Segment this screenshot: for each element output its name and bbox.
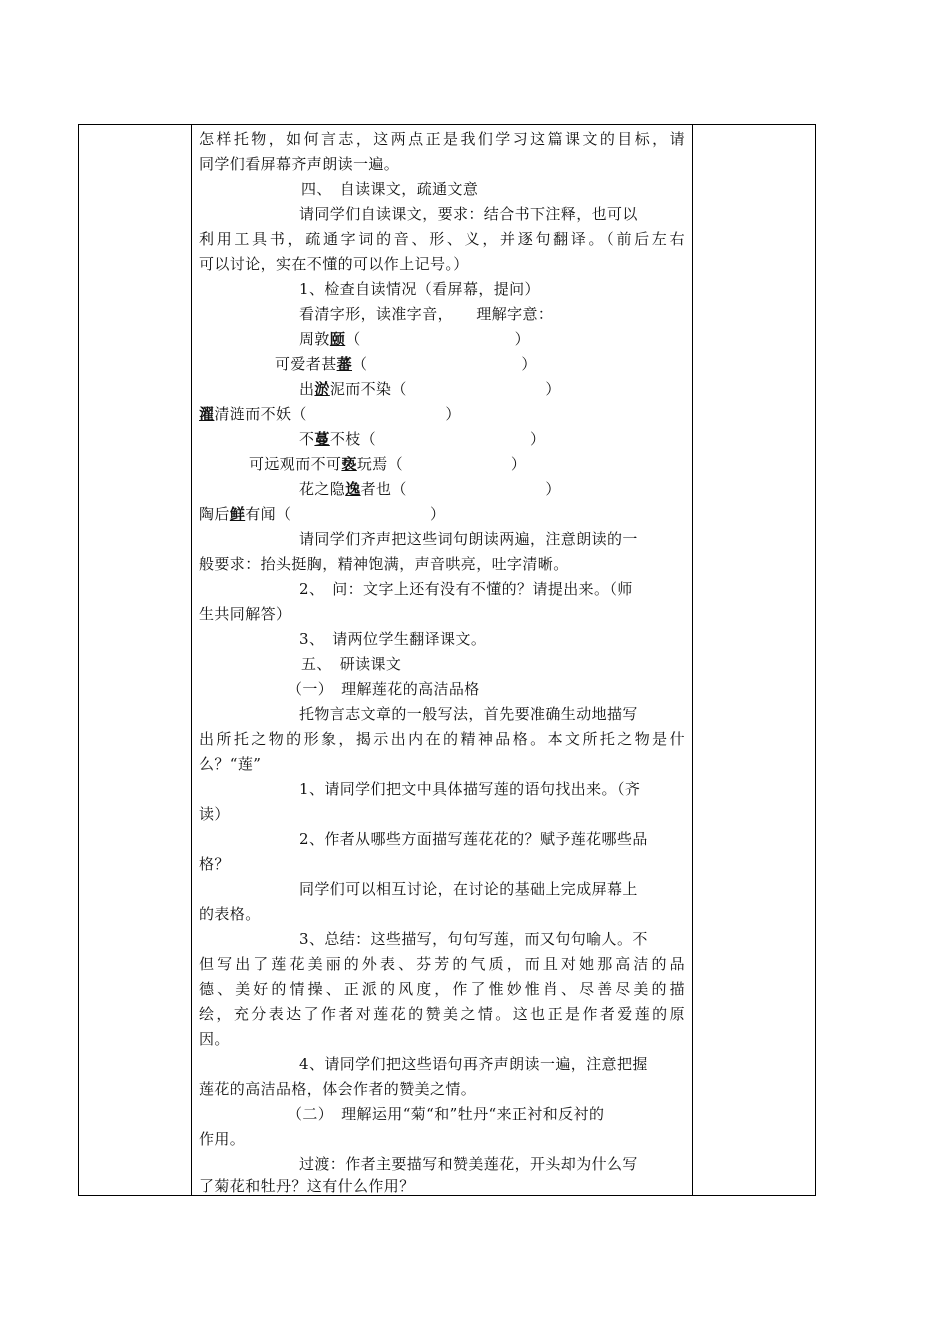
text-line: 格？ bbox=[199, 855, 230, 873]
text-line: 德、美好的情操、正派的风度，作了惟妙惟肖、尽善尽美的描 bbox=[199, 980, 685, 998]
text-line: 2、作者从哪些方面描写莲花花的？赋予莲花哪些品 bbox=[299, 830, 648, 848]
vocab-item: 可爱者甚蕃（ ） bbox=[275, 355, 537, 373]
vocab-key-char: 逸 bbox=[345, 480, 361, 498]
vocab-item: 周敦颐（ ） bbox=[299, 330, 531, 348]
text-line: 了菊花和牡丹？这有什么作用？ bbox=[199, 1177, 415, 1195]
text-line: 读） bbox=[199, 805, 230, 823]
text-line: 的表格。 bbox=[199, 905, 261, 923]
text-line: 2、 问：文字上还有没有不懂的？请提出来。（师 bbox=[299, 580, 633, 598]
text-line: 作用。 bbox=[199, 1130, 246, 1148]
text-line: 3、 请两位学生翻译课文。 bbox=[299, 630, 487, 648]
text-line: 么？“莲” bbox=[199, 755, 262, 773]
text-line: 同学们可以相互讨论，在讨论的基础上完成屏幕上 bbox=[299, 880, 638, 898]
vocab-key-char: 亵 bbox=[341, 455, 357, 473]
vocab-key-char: 蔓 bbox=[314, 430, 330, 448]
vocab-key-char: 濯 bbox=[199, 405, 215, 423]
text-line: 般要求：抬头挺胸，精神饱满，声音哄亮，吐字清晰。 bbox=[199, 555, 569, 573]
text-line: 利用工具书，疏通字词的音、形、义，并逐句翻译。（前后左右 bbox=[199, 230, 685, 248]
vocab-key-char: 鲜 bbox=[229, 505, 246, 523]
column-divider-left bbox=[191, 125, 192, 1195]
text-line: 绘，充分表达了作者对莲花的赞美之情。这也正是作者爱莲的原 bbox=[199, 1005, 685, 1023]
text-line: 怎样托物，如何言志，这两点正是我们学习这篇课文的目标，请 bbox=[199, 130, 685, 148]
text-line: 过渡：作者主要描写和赞美莲花，开头却为什么写 bbox=[299, 1155, 638, 1173]
vocab-key-char: 颐 bbox=[329, 330, 346, 348]
text-line: 同学们看屏幕齐声朗读一遍。 bbox=[199, 155, 400, 173]
text-line: 因。 bbox=[199, 1030, 230, 1048]
vocab-item: 不蔓不枝（ ） bbox=[299, 430, 546, 448]
text-line: 出所托之物的形象，揭示出内在的精神品格。本文所托之物是什 bbox=[199, 730, 685, 748]
text-line: 托物言志文章的一般写法，首先要准确生动地描写 bbox=[299, 705, 638, 723]
vocab-item: 可远观而不可亵玩焉（ ） bbox=[249, 455, 527, 473]
text-line: 但写出了莲花美丽的外表、芬芳的气质，而且对她那高洁的品 bbox=[199, 955, 685, 973]
subsection-heading: （二） 理解运用“菊“和”牡丹“来正衬和反衬的 bbox=[287, 1105, 605, 1123]
vocab-key-char: 蕃 bbox=[336, 355, 353, 373]
vocab-item: 出淤泥而不染（ ） bbox=[299, 380, 561, 398]
text-line: 请同学们齐声把这些词句朗读两遍，注意朗读的一 bbox=[299, 530, 638, 548]
text-line: 生共同解答） bbox=[199, 605, 292, 623]
section-heading: 五、 研读课文 bbox=[301, 655, 402, 673]
text-line: 看清字形，读准字音， 理解字意： bbox=[299, 305, 554, 323]
text-line: 可以讨论，实在不懂的可以作上记号。） bbox=[199, 255, 469, 273]
text-line: 1、检查自读情况（看屏幕，提问） bbox=[299, 280, 540, 298]
text-line: 3、总结：这些描写，句句写莲，而又句句喻人。不 bbox=[299, 930, 648, 948]
lesson-plan-table bbox=[78, 124, 816, 1196]
vocab-item: 濯清涟而不妖（ ） bbox=[199, 405, 461, 423]
subsection-heading: （一） 理解莲花的高洁品格 bbox=[287, 680, 480, 698]
vocab-key-char: 淤 bbox=[314, 380, 330, 398]
text-line: 莲花的高洁品格，体会作者的赞美之情。 bbox=[199, 1080, 477, 1098]
text-line: 请同学们自读课文，要求：结合书下注释，也可以 bbox=[299, 205, 638, 223]
vocab-item: 花之隐逸者也（ ） bbox=[299, 480, 561, 498]
text-line: 1、请同学们把文中具体描写莲的语句找出来。（齐 bbox=[299, 780, 641, 798]
section-heading: 四、 自读课文，疏通文意 bbox=[301, 180, 479, 198]
text-line: 4、请同学们把这些语句再齐声朗读一遍，注意把握 bbox=[299, 1055, 648, 1073]
vocab-item: 陶后鲜有闻（ ） bbox=[199, 505, 446, 523]
column-divider-right bbox=[692, 125, 693, 1195]
